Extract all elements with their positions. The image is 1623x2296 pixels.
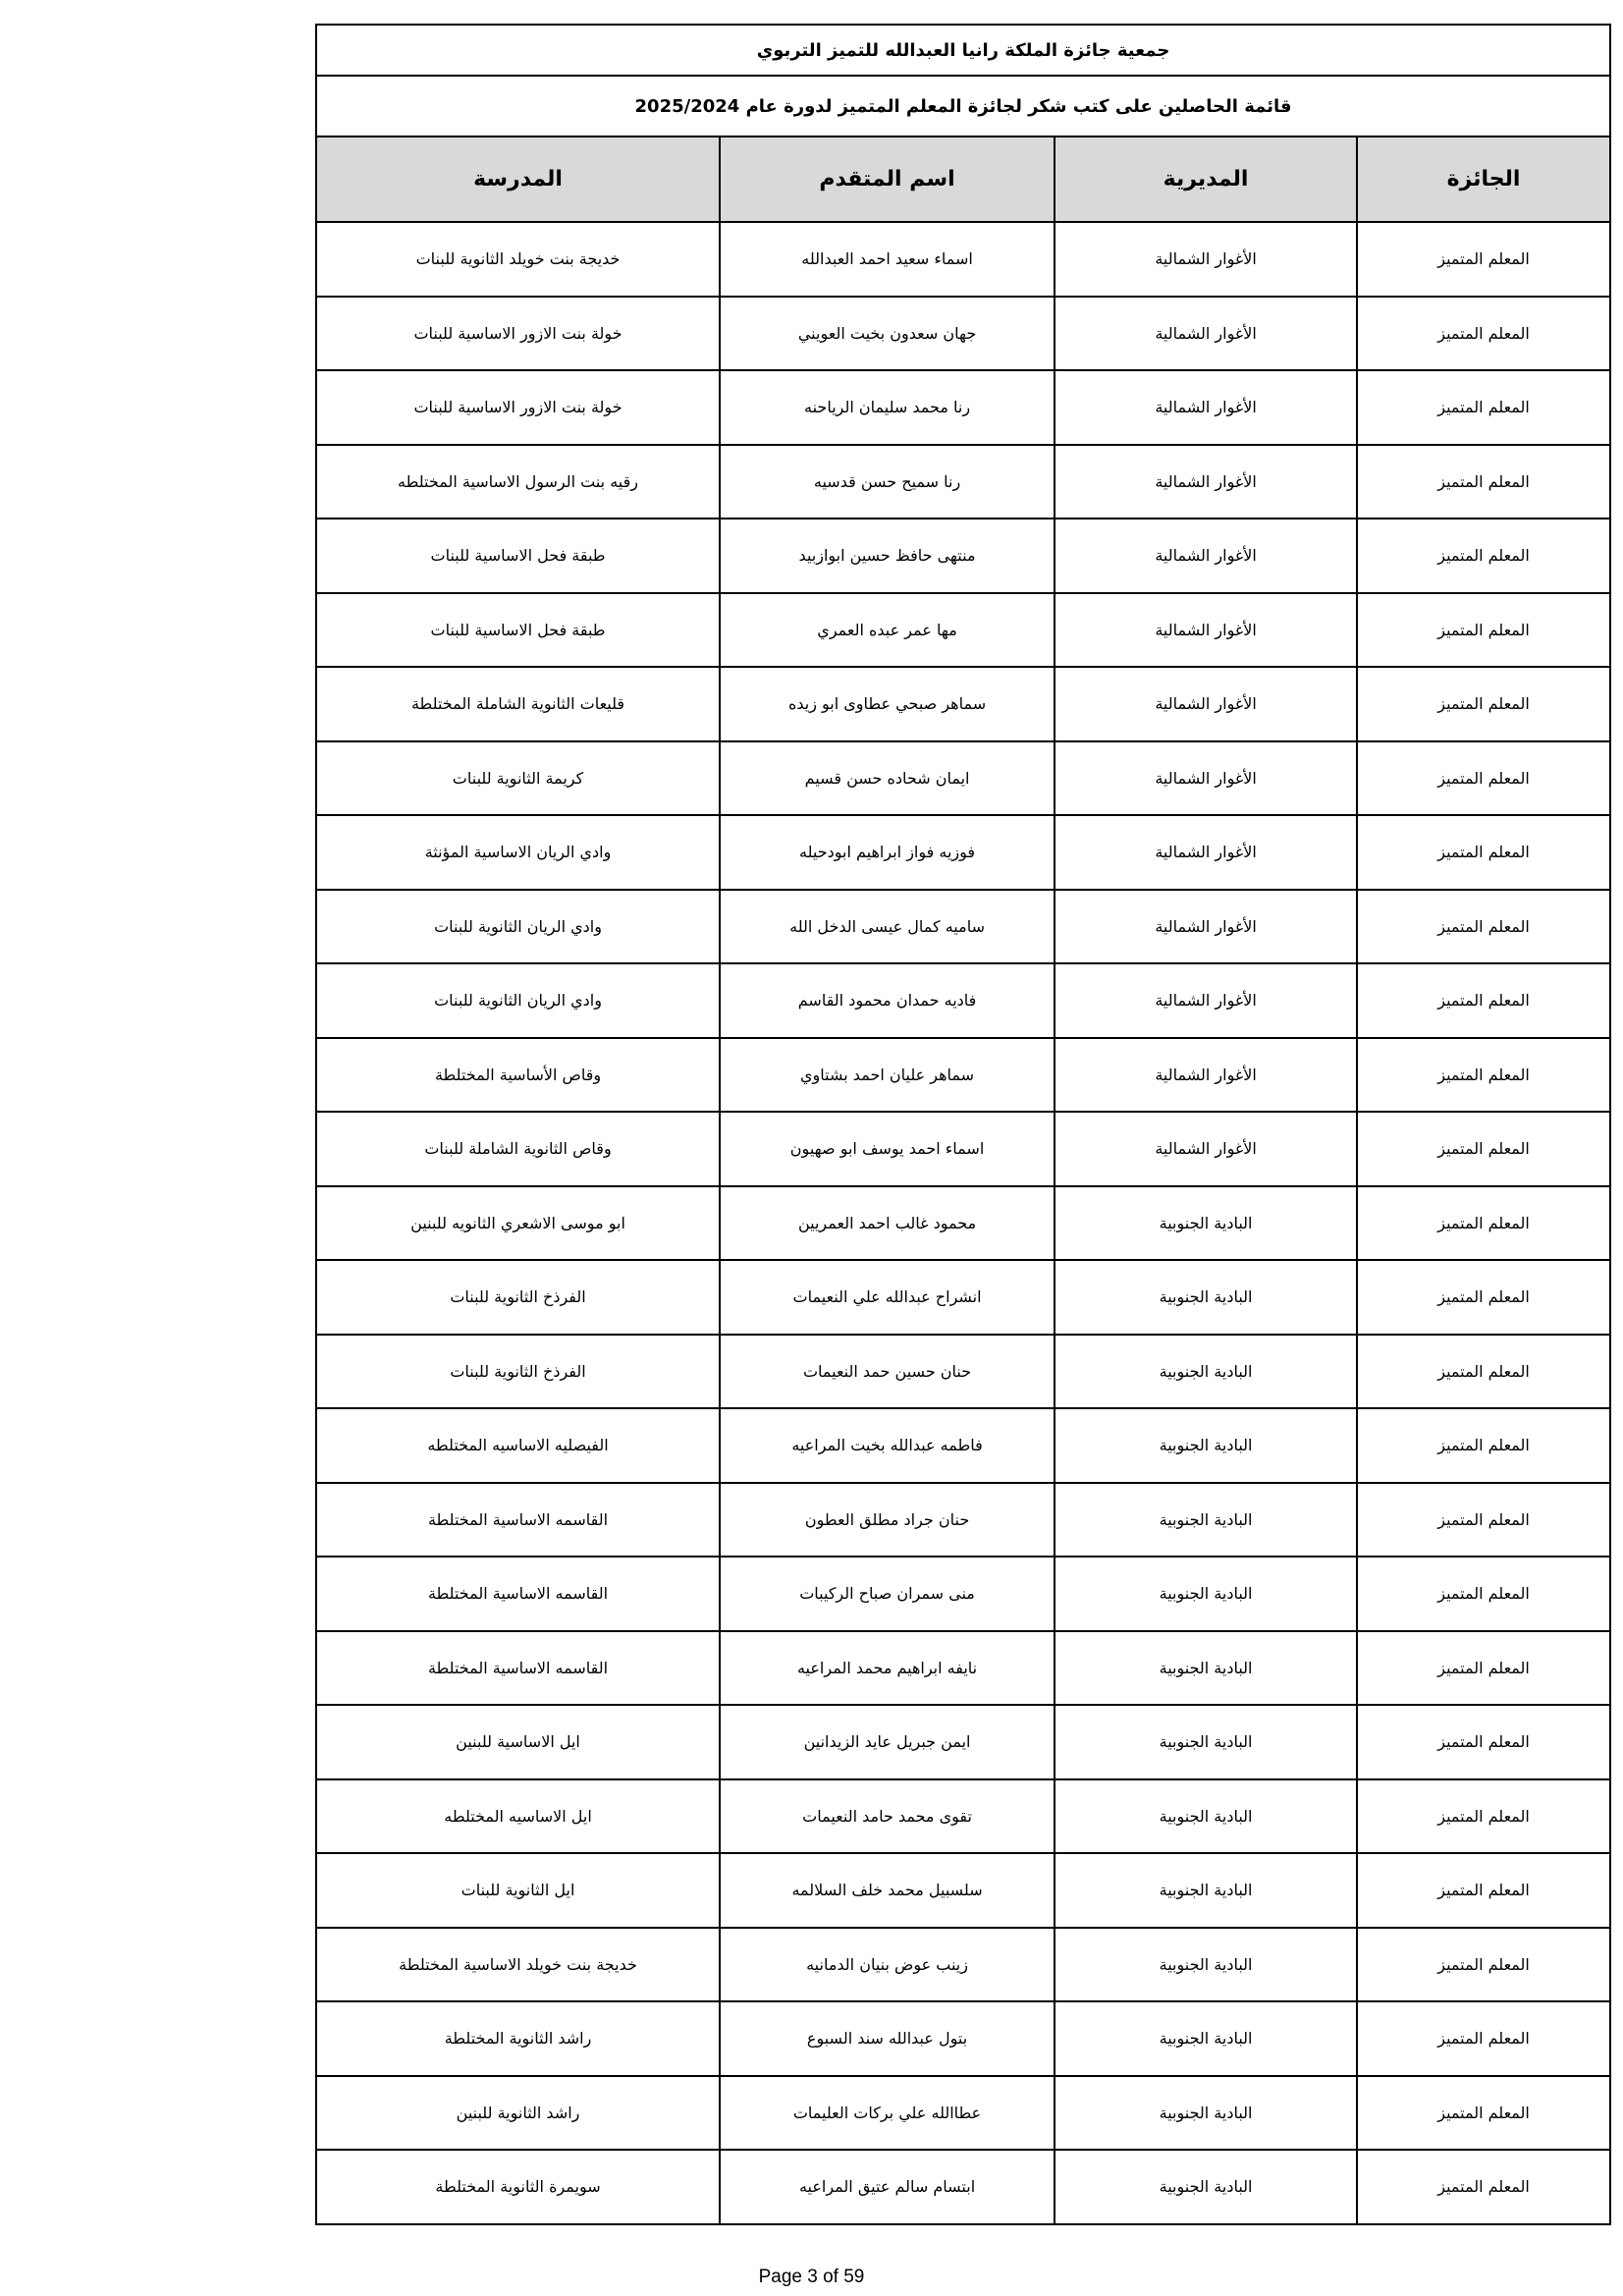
cell-school: خولة بنت الازور الاساسية للبنات (316, 297, 720, 371)
cell-applicant-name: تقوى محمد حامد النعيمات (720, 1779, 1055, 1854)
cell-award: المعلم المتميز (1357, 1408, 1610, 1483)
cell-school: الفيصليه الاساسيه المختلطه (316, 1408, 720, 1483)
cell-directorate: البادية الجنوبية (1055, 1779, 1357, 1854)
table-row (316, 370, 1610, 445)
table-row (316, 2150, 1610, 2224)
table-row (316, 963, 1610, 1038)
table-row (316, 222, 1610, 297)
table-row (316, 1557, 1610, 1631)
cell-award: المعلم المتميز (1357, 667, 1610, 741)
cell-school: ايل الاساسيه المختلطه (316, 1779, 720, 1854)
cell-applicant-name: منتهى حافظ حسين ابوازبيد (720, 519, 1055, 593)
table-row (316, 1928, 1610, 2002)
cell-school: القاسمه الاساسية المختلطة (316, 1557, 720, 1631)
table-row (316, 519, 1610, 593)
cell-school: الفرذخ الثانوية للبنات (316, 1260, 720, 1335)
cell-directorate: الأغوار الشمالية (1055, 963, 1357, 1038)
cell-applicant-name: ايمان شحاده حسن قسيم (720, 741, 1055, 816)
cell-school: وقاص الأساسية المختلطة (316, 1038, 720, 1113)
awards-table (315, 24, 1611, 2225)
table-row (316, 297, 1610, 371)
cell-award: المعلم المتميز (1357, 1779, 1610, 1854)
cell-directorate: الأغوار الشمالية (1055, 593, 1357, 668)
cell-school: طبقة فحل الاساسية للبنات (316, 593, 720, 668)
table-row (316, 2001, 1610, 2076)
table-row (316, 445, 1610, 519)
cell-applicant-name: فاديه حمدان محمود القاسم (720, 963, 1055, 1038)
cell-applicant-name: سلسبيل محمد خلف السلالمه (720, 1853, 1055, 1928)
table-row (316, 1038, 1610, 1113)
cell-directorate: الأغوار الشمالية (1055, 519, 1357, 593)
cell-award: المعلم المتميز (1357, 1112, 1610, 1186)
table-row (316, 667, 1610, 741)
cell-directorate: الأغوار الشمالية (1055, 741, 1357, 816)
cell-school: وادي الريان الاساسية المؤنثة (316, 815, 720, 890)
cell-applicant-name: ساميه كمال عيسى الدخل الله (720, 890, 1055, 964)
cell-directorate: البادية الجنوبية (1055, 1631, 1357, 1706)
table-row (316, 1631, 1610, 1706)
cell-applicant-name: فوزيه فواز ابراهيم ابودحيله (720, 815, 1055, 890)
cell-award: المعلم المتميز (1357, 2076, 1610, 2151)
cell-directorate: البادية الجنوبية (1055, 1483, 1357, 1558)
cell-award: المعلم المتميز (1357, 1260, 1610, 1335)
cell-applicant-name: رنا محمد سليمان الرياحنه (720, 370, 1055, 445)
table-row (316, 741, 1610, 816)
cell-school: ايل الثانوية للبنات (316, 1853, 720, 1928)
cell-award: المعلم المتميز (1357, 1928, 1610, 2002)
table-row (316, 1186, 1610, 1261)
table-row (316, 1408, 1610, 1483)
cell-award: المعلم المتميز (1357, 370, 1610, 445)
cell-school: خديجة بنت خويلد الثانوية للبنات (316, 222, 720, 297)
cell-award: المعلم المتميز (1357, 222, 1610, 297)
cell-directorate: البادية الجنوبية (1055, 1408, 1357, 1483)
cell-directorate: الأغوار الشمالية (1055, 1112, 1357, 1186)
document-subtitle: قائمة الحاصلين على كتب شكر لجائزة المعلم المتميز لدورة عام 2025/2024 (316, 76, 1610, 137)
cell-award: المعلم المتميز (1357, 1335, 1610, 1409)
cell-applicant-name: محمود غالب احمد العمريين (720, 1186, 1055, 1261)
cell-award: المعلم المتميز (1357, 1186, 1610, 1261)
cell-award: المعلم المتميز (1357, 2150, 1610, 2224)
header-directorate: المديرية (1055, 137, 1357, 222)
cell-award: المعلم المتميز (1357, 963, 1610, 1038)
cell-directorate: البادية الجنوبية (1055, 1853, 1357, 1928)
table-row (316, 593, 1610, 668)
cell-applicant-name: انشراح عبدالله علي النعيمات (720, 1260, 1055, 1335)
cell-applicant-name: حنان جراد مطلق العطون (720, 1483, 1055, 1558)
table-body (316, 222, 1610, 2224)
cell-award: المعلم المتميز (1357, 1853, 1610, 1928)
cell-directorate: البادية الجنوبية (1055, 1335, 1357, 1409)
cell-award: المعلم المتميز (1357, 593, 1610, 668)
header-applicant-name: اسم المتقدم (720, 137, 1055, 222)
cell-applicant-name: بتول عبدالله سند السبوع (720, 2001, 1055, 2076)
cell-award: المعلم المتميز (1357, 815, 1610, 890)
cell-applicant-name: سماهر عليان احمد بشتاوي (720, 1038, 1055, 1113)
cell-applicant-name: اسماء احمد يوسف ابو صهيون (720, 1112, 1055, 1186)
cell-applicant-name: مها عمر عبده العمري (720, 593, 1055, 668)
cell-directorate: الأغوار الشمالية (1055, 297, 1357, 371)
cell-school: القاسمه الاساسية المختلطة (316, 1483, 720, 1558)
cell-directorate: البادية الجنوبية (1055, 2076, 1357, 2151)
table-row (316, 1853, 1610, 1928)
header-school: المدرسة (316, 137, 720, 222)
cell-applicant-name: نايفه ابراهيم محمد المراعيه (720, 1631, 1055, 1706)
cell-directorate: البادية الجنوبية (1055, 1705, 1357, 1779)
cell-applicant-name: زينب عوض بنيان الدمانيه (720, 1928, 1055, 2002)
table-row (316, 1483, 1610, 1558)
cell-award: المعلم المتميز (1357, 1705, 1610, 1779)
table-row (316, 1779, 1610, 1854)
cell-directorate: الأغوار الشمالية (1055, 445, 1357, 519)
cell-award: المعلم المتميز (1357, 1038, 1610, 1113)
cell-directorate: البادية الجنوبية (1055, 1557, 1357, 1631)
cell-applicant-name: حنان حسين حمد النعيمات (720, 1335, 1055, 1409)
cell-award: المعلم المتميز (1357, 2001, 1610, 2076)
cell-applicant-name: منى سمران صباح الركيبات (720, 1557, 1055, 1631)
cell-award: المعلم المتميز (1357, 297, 1610, 371)
cell-directorate: البادية الجنوبية (1055, 2001, 1357, 2076)
table-row (316, 1335, 1610, 1409)
cell-school: طبقة فحل الاساسية للبنات (316, 519, 720, 593)
cell-directorate: البادية الجنوبية (1055, 1260, 1357, 1335)
cell-school: خولة بنت الازور الاساسية للبنات (316, 370, 720, 445)
cell-award: المعلم المتميز (1357, 890, 1610, 964)
table-row (316, 815, 1610, 890)
cell-directorate: الأغوار الشمالية (1055, 222, 1357, 297)
cell-school: وادي الريان الثانوية للبنات (316, 963, 720, 1038)
table-row (316, 2076, 1610, 2151)
cell-applicant-name: اسماء سعيد احمد العبدالله (720, 222, 1055, 297)
cell-school: قليعات الثانوية الشاملة المختلطة (316, 667, 720, 741)
cell-school: راشد الثانوية للبنين (316, 2076, 720, 2151)
cell-school: كريمة الثانوية للبنات (316, 741, 720, 816)
cell-school: راشد الثانوية المختلطة (316, 2001, 720, 2076)
header-award: الجائزة (1357, 137, 1610, 222)
cell-applicant-name: جهان سعدون بخيت العويني (720, 297, 1055, 371)
cell-directorate: الأغوار الشمالية (1055, 815, 1357, 890)
table-row (316, 890, 1610, 964)
table-header-row (316, 137, 1610, 222)
cell-school: رقيه بنت الرسول الاساسية المختلطه (316, 445, 720, 519)
table-row (316, 1112, 1610, 1186)
cell-school: القاسمه الاساسية المختلطة (316, 1631, 720, 1706)
page-number: Page 3 of 59 (758, 2267, 865, 2287)
cell-directorate: الأغوار الشمالية (1055, 1038, 1357, 1113)
cell-school: سويمرة الثانوية المختلطة (316, 2150, 720, 2224)
cell-school: ابو موسى الاشعري الثانويه للبنين (316, 1186, 720, 1261)
cell-directorate: الأغوار الشمالية (1055, 370, 1357, 445)
cell-award: المعلم المتميز (1357, 1557, 1610, 1631)
cell-school: خديجة بنت خويلد الاساسية المختلطة (316, 1928, 720, 2002)
cell-school: ايل الاساسية للبنين (316, 1705, 720, 1779)
cell-applicant-name: ابتسام سالم عتيق المراعيه (720, 2150, 1055, 2224)
table-row (316, 1705, 1610, 1779)
cell-directorate: البادية الجنوبية (1055, 1928, 1357, 2002)
cell-directorate: البادية الجنوبية (1055, 1186, 1357, 1261)
cell-applicant-name: رنا سميح حسن قدسيه (720, 445, 1055, 519)
cell-award: المعلم المتميز (1357, 445, 1610, 519)
cell-applicant-name: عطاالله علي بركات العليمات (720, 2076, 1055, 2151)
cell-directorate: الأغوار الشمالية (1055, 667, 1357, 741)
cell-applicant-name: سماهر صبحي عطاوى ابو زيده (720, 667, 1055, 741)
cell-directorate: البادية الجنوبية (1055, 2150, 1357, 2224)
cell-applicant-name: ايمن جبريل عايد الزيدانين (720, 1705, 1055, 1779)
cell-award: المعلم المتميز (1357, 1631, 1610, 1706)
document-title: جمعية جائزة الملكة رانيا العبدالله للتميز التربوي (316, 25, 1610, 76)
table-row (316, 1260, 1610, 1335)
cell-award: المعلم المتميز (1357, 741, 1610, 816)
cell-award: المعلم المتميز (1357, 519, 1610, 593)
cell-school: وقاص الثانوية الشاملة للبنات (316, 1112, 720, 1186)
cell-school: وادي الريان الثانوية للبنات (316, 890, 720, 964)
cell-applicant-name: فاطمه عبدالله بخيت المراعيه (720, 1408, 1055, 1483)
cell-school: الفرذخ الثانوية للبنات (316, 1335, 720, 1409)
cell-award: المعلم المتميز (1357, 1483, 1610, 1558)
cell-directorate: الأغوار الشمالية (1055, 890, 1357, 964)
